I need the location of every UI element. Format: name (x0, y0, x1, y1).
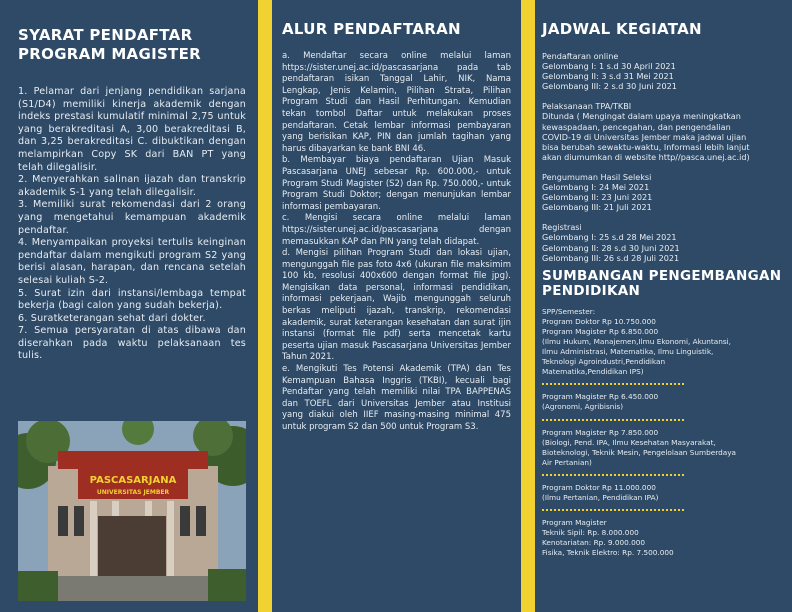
schedule-line: Registrasi (542, 222, 582, 233)
requirement-item: 7. Semua persyaratan di atas dibawa dan diserahkan pada waktu pelaksanaan tes tulis. (18, 325, 246, 362)
registration-step: d. Mengisi pilihan Program Studi dan lokasi ujian, mengunggah file pas foto 4x6 (ukuran file maksimim 100 kb, resolusi 400x600 dengan format file jpg). Mengisikan data personal, informasi pendidikan, informasi pekerjaan, Wajib mengunggah seluruh berkas meliputi ijazah, transkrip, rekomendasi akademik, surat keterangan kesehatan dan surat ijin instansi (format file pdf) serta mencetak kartu peserta ujian masuk Pascasarjana Universitas Jember Tahun 2021. (282, 248, 511, 363)
registration-step: e. Mengikuti Tes Potensi Akademik (TPA) dan Tes Kemampuan Bahasa Inggris (TKBI), kecuali bagi Pendaftar yang telah memiliki nilai TPA BAPPENAS dan TOEFL dari Universitas Jember atau Institusi yang diakui oleh IIEF masing-masing minimal 475 untuk program S2 dan 500 untuk Program S3. (282, 364, 511, 432)
schedule-title: JADWAL KEGIATAN (542, 20, 702, 38)
registration-flow-column (272, 0, 521, 612)
registration-step: b. Membayar biaya pendaftaran Ujian Masuk Pascasarjana UNEJ sebesar Rp. 600.000,- untuk Program Studi Magister (S2) dan Rp. 750.000,- untuk Program Studi Doktor; dengan menunjukan lembar informasi pembayaran. (282, 155, 511, 212)
fee-block (542, 518, 784, 558)
schedule-line: Gelombang III: 21 Juli 2021 (542, 202, 652, 213)
schedule-block (542, 222, 784, 262)
schedule-block (542, 101, 784, 162)
dotted-divider (542, 509, 684, 511)
schedule-line: Gelombang II: 23 Juni 2021 (542, 192, 653, 203)
fee-block (542, 307, 784, 378)
schedule-line: akan diumumkan di website http//pasca.unej.ac.id) (542, 151, 750, 162)
schedule-line: bisa berubah sewaktu-waktu, Informasi lebih lanjut (542, 141, 750, 152)
requirement-item: 2. Menyerahkan salinan ijazah dan transkrip akademik S-1 yang telah dilegalisir. (18, 174, 246, 198)
schedule-line: COVID-19 di Universitas Jember maka jadwal ujian (542, 131, 747, 142)
fees-list (542, 307, 784, 559)
schedule-line: Gelombang I: 1 s.d 30 April 2021 (542, 61, 676, 72)
fee-block (542, 483, 784, 503)
requirements-title: SYARAT PENDAFTAR PROGRAM MAGISTER (18, 26, 201, 63)
schedule-line: Gelombang I: 25 s.d 28 Mei 2021 (542, 232, 677, 243)
spacer (542, 212, 784, 222)
schedule-line: Pendaftaran online (542, 51, 619, 61)
building-illustration (18, 421, 246, 601)
schedule-line: Ditunda ( Mengingat dalam upaya meningkatkan (542, 111, 741, 122)
fee-line: Air Pertanian) (542, 457, 592, 467)
fee-line: (Biologi, Pend. IPA, Ilmu Kesehatan Masyarakat, (542, 437, 716, 447)
requirement-item: 3. Memiliki surat rekomendasi dari 2 orang yang mengetahui kemampuan akademik pendaftar. (18, 199, 246, 236)
fee-line: Teknik Sipil: Rp. 8.000.000 (542, 528, 639, 538)
fee-line: Program Magister (542, 518, 607, 528)
fee-line: Program Doktor Rp 10.750.000 (542, 316, 656, 326)
fee-block (542, 428, 784, 468)
dotted-divider (542, 383, 684, 385)
fee-line: Program Magister Rp 6.450.000 (542, 392, 659, 402)
dotted-divider (542, 419, 684, 421)
requirement-item: 5. Surat izin dari instansi/lembaga tempat bekerja (bagi calon yang sudah bekerja). (18, 287, 246, 312)
schedule-line: Gelombang II: 28 s.d 30 Juni 2021 (542, 242, 680, 253)
requirement-item: 6. Suratketerangan sehat dari dokter. (18, 312, 206, 324)
fee-line: Program Doktor Rp 11.000.000 (542, 482, 656, 492)
fee-line: Program Magister Rp 6.850.000 (542, 326, 659, 336)
photo-sign-subtitle: UNIVERSITAS JEMBER (96, 489, 170, 496)
requirement-item: 1. Pelamar dari jenjang pendidikan sarjana (S1/D4) memiliki kinerja akademik dengan indeks prestasi kumulatif minimal 2,75 untuk yang berakreditasi A, 3,00 berakreditasi B, dan 3,25 berakreditasi C. dibuktikan dengan melampirkan Copy SK dari BAN PT yang telah dilegalisir. (18, 86, 246, 173)
fee-line: (Ilmu Hukum, Manajemen,Ilmu Ekonomi, Akuntansi, (542, 336, 731, 346)
fee-block (542, 392, 784, 412)
schedule-line: Gelombang I: 24 Mei 2021 (542, 182, 650, 193)
fee-line: (Agronomi, Agribisnis) (542, 402, 624, 412)
yellow-divider-right (521, 0, 535, 612)
requirement-item: 4. Menyampaikan proyeksi tertulis keinginan pendaftar dalam mengikuti program S2 yang berisi alasan, harapan, dan rencana setelah selesai kuliah S-2. (18, 237, 246, 286)
fee-line: (Ilmu Pertanian, Pendidikan IPA) (542, 493, 659, 502)
registration-step: a. Mendaftar secara online melalui laman https://sister.unej.ac.id/pascasarjana pada tab pendaftaran isikan Tanggal Lahir, NIK, Nama Lengkap, Jenis Kelamin, Pilihan Strata, Pilihan Program Studi dan Hasil Perhitungan. Kemudian tekan tombol Daftar untuk melakukan proses pendaftaran. Cetak lembar informasi pembayaran yang berisikan KAP, PIN dan jumlah tagihan yang harus dibayarkan ke bank BNI 46. (282, 51, 511, 154)
dotted-divider (542, 474, 684, 476)
registration-step: c. Mengisi secara online melalui laman https://sister.unej.ac.id/pascasarjana dengan memasukkan KAP dan PIN yang telah didapat. (282, 213, 511, 247)
requirements-list (18, 86, 246, 363)
campus-building-photo (18, 421, 246, 601)
schedule-line: Gelombang III: 26 s.d 28 Juli 2021 (542, 252, 680, 263)
schedule-line: Gelombang III: 2 s.d 30 Juni 2021 (542, 81, 677, 92)
fee-line: Program Magister Rp 7.850.000 (542, 427, 659, 437)
fees-title: SUMBANGAN PENGEMBANGAN PENDIDIKAN (542, 267, 782, 299)
fee-line: Teknologi Agroindustri,Pendidikan (542, 357, 666, 367)
spacer (542, 162, 784, 172)
fee-line: Bioteknologi, Teknik Mesin, Pengelolaan Sumberdaya (542, 447, 736, 457)
schedule-line: kewaspadaan, pencegahan, dan pengendalian (542, 121, 731, 132)
registration-flow-title: ALUR PENDAFTARAN (282, 20, 461, 38)
schedule-line: Pengumuman Hasil Seleksi (542, 171, 652, 182)
schedule-block (542, 172, 784, 212)
photo-sign-title: PASCASARJANA (89, 475, 177, 486)
fee-line: Kenotariatan: Rp. 9.000.000 (542, 538, 646, 548)
yellow-divider-left (258, 0, 272, 612)
fee-line: Fisika, Teknik Elektro: Rp. 7.500.000 (542, 548, 674, 558)
schedule-line: Pelaksanaan TPA/TKBI (542, 101, 632, 112)
fee-line: Matematika,Pendidikan IPS) (542, 367, 644, 377)
spacer (542, 91, 784, 101)
schedule-column (535, 0, 792, 612)
schedule-list (542, 51, 784, 263)
fee-line: Ilmu Administrasi, Matematika, Ilmu Linguistik, (542, 347, 714, 357)
fee-line: SPP/Semester: (542, 306, 596, 316)
registration-steps (282, 51, 511, 434)
schedule-block (542, 51, 784, 91)
schedule-line: Gelombang II: 3 s.d 31 Mei 2021 (542, 71, 674, 82)
